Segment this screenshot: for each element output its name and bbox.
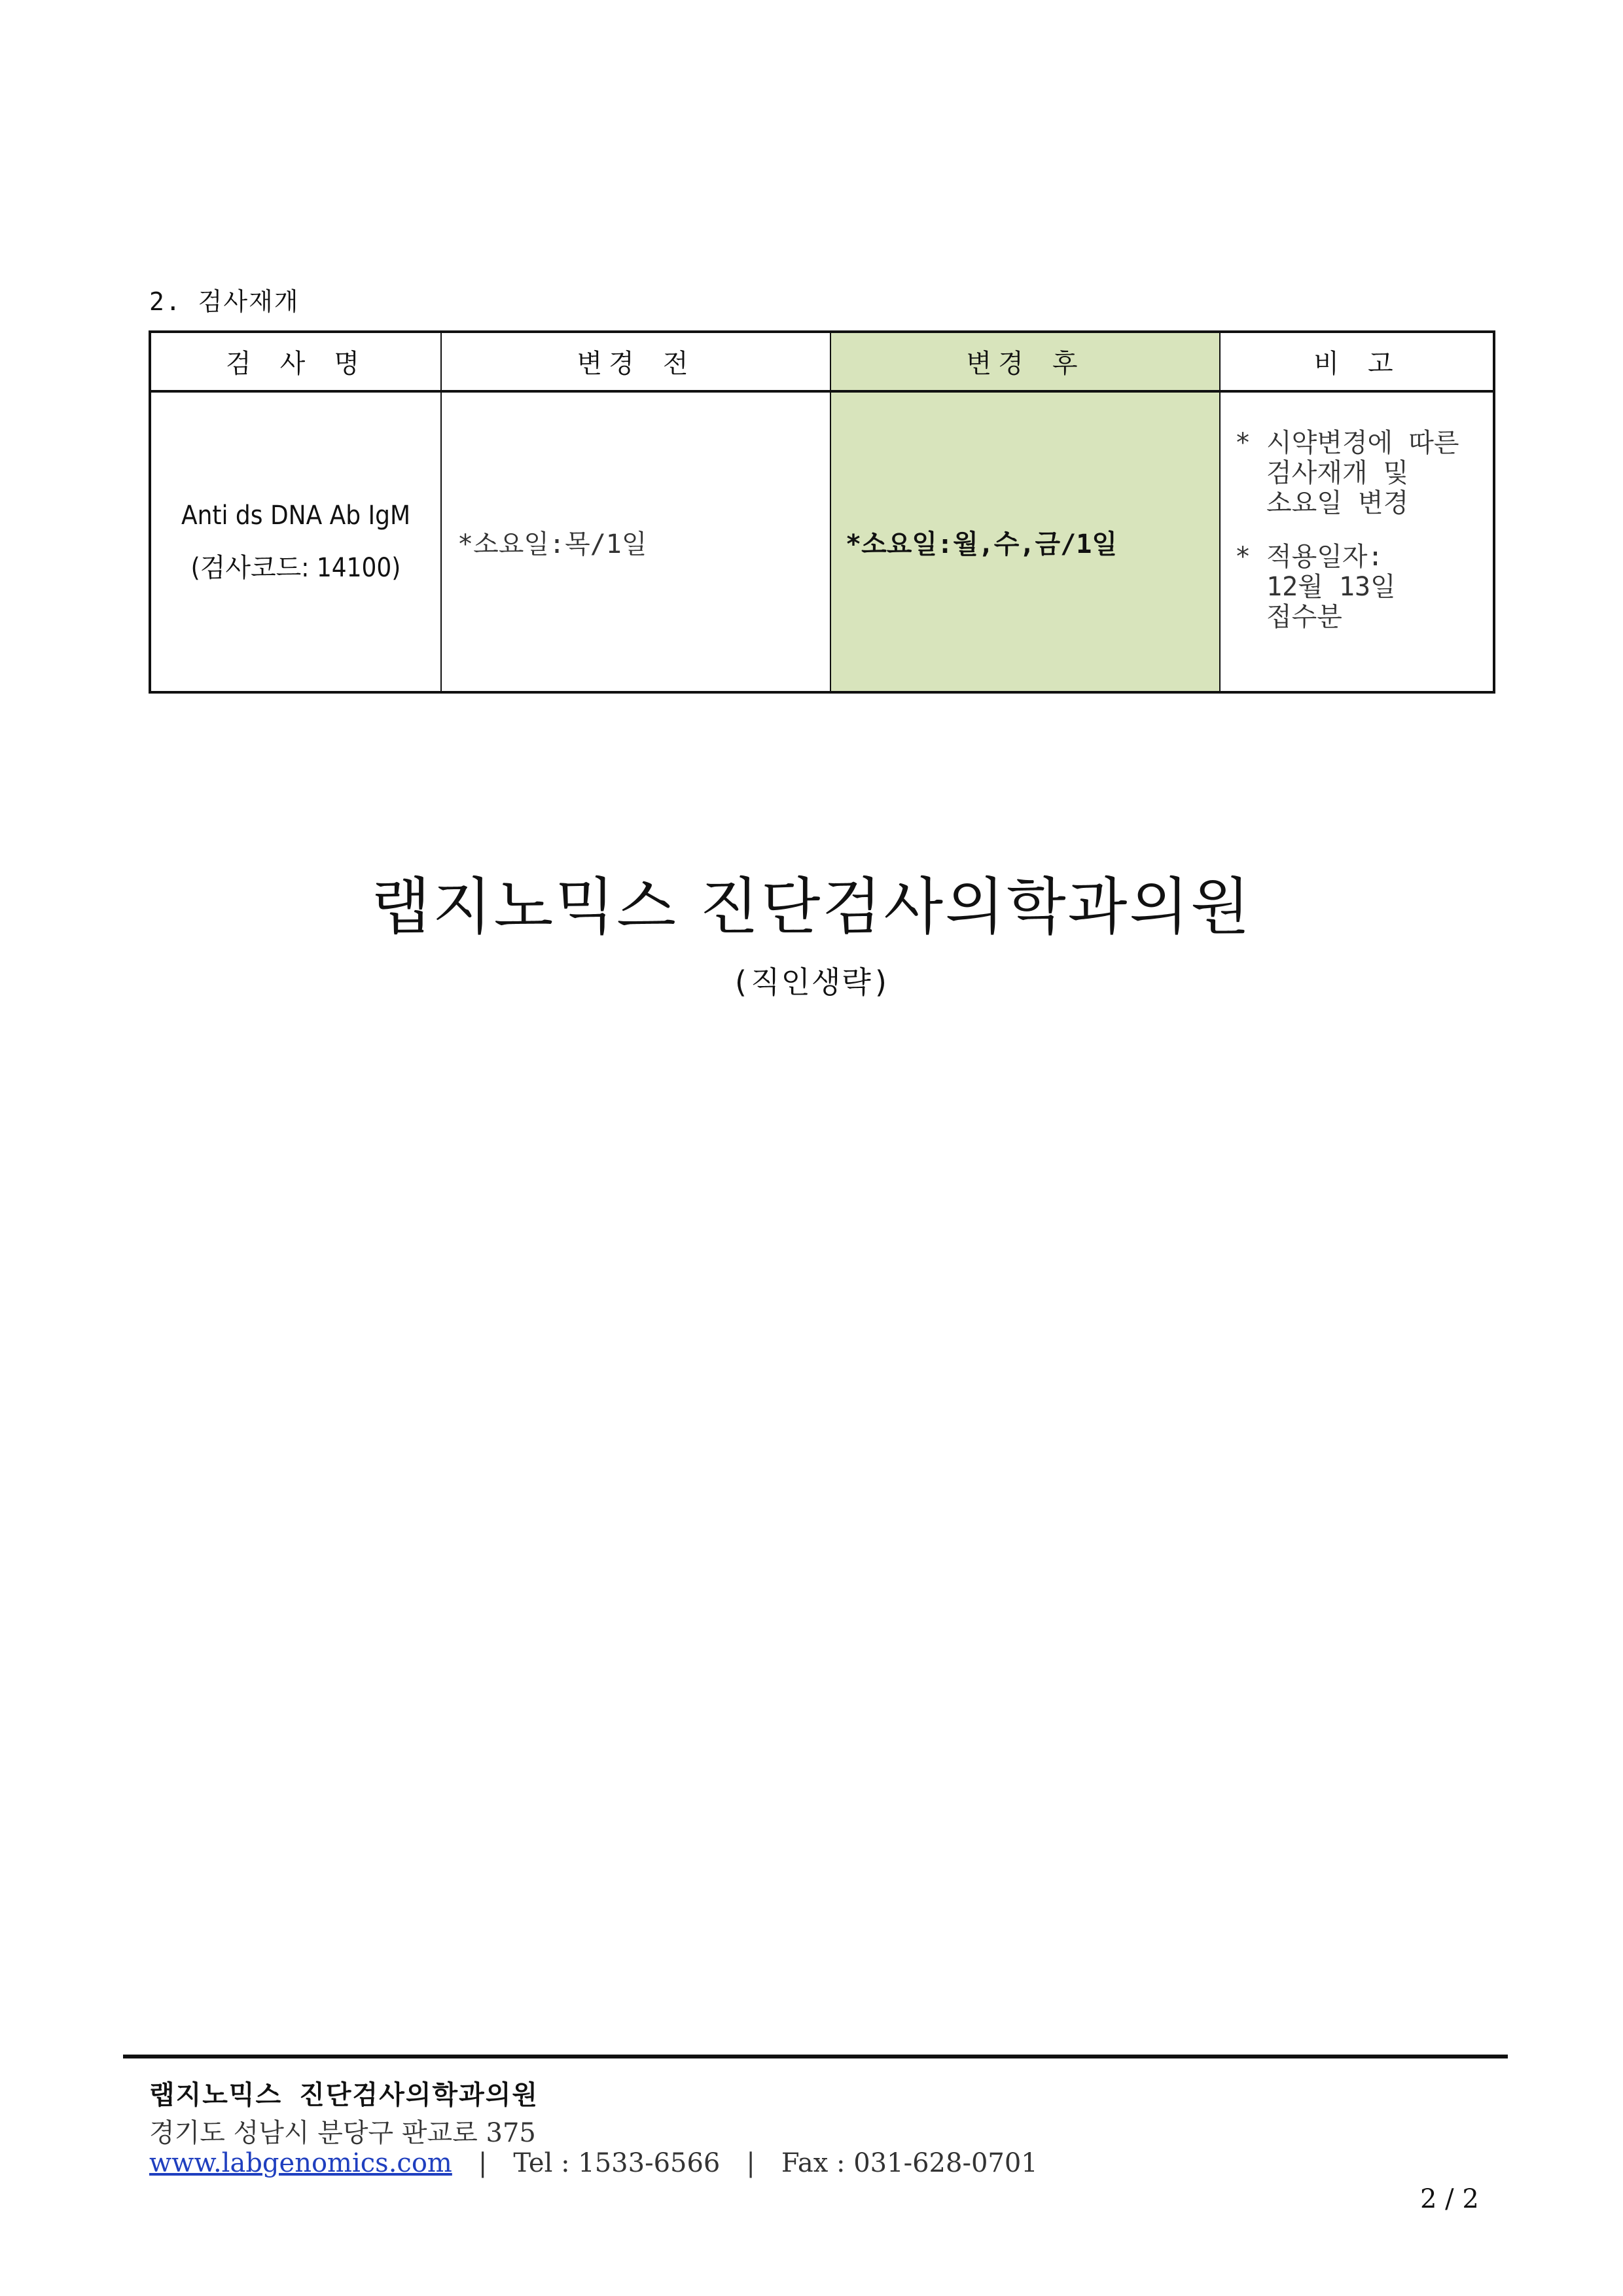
footer-tel: Tel : 1533-6566 [513, 2148, 721, 2178]
after-cell: *소요일:월,수,금/1일 [830, 391, 1220, 692]
note-line: 소요일 변경 [1266, 488, 1409, 518]
website-link[interactable]: www.labgenomics.com [149, 2148, 452, 2178]
seal-omitted-note: (직인생략) [731, 964, 892, 1000]
header-test-name: 검 사 명 [150, 332, 441, 391]
test-change-table [149, 330, 1495, 694]
page-number: 2 / 2 [1420, 2184, 1479, 2214]
header-before: 변경 전 [441, 332, 830, 391]
organization-name: 랩지노믹스 진단검사의학과의원 [370, 872, 1253, 943]
footer-fax: Fax : 031-628-0701 [781, 2148, 1038, 2178]
note-line: 시약변경에 따른 [1266, 428, 1459, 458]
note-line: 접수분 [1266, 602, 1342, 632]
test-name: Anti ds DNA Ab IgM [181, 501, 411, 531]
footer-divider [123, 2055, 1508, 2058]
separator: | [478, 2148, 488, 2178]
note-line: 검사재개 및 [1266, 458, 1409, 488]
test-code: (검사코드: 14100) [190, 553, 401, 583]
asterisk-mark: * [1235, 542, 1251, 572]
note-item-date [1235, 542, 1481, 632]
separator: | [746, 2148, 755, 2178]
test-name-cell [150, 391, 441, 692]
note-cell [1220, 391, 1494, 692]
asterisk-mark: * [1235, 428, 1251, 458]
note-item-reason [1235, 428, 1481, 518]
before-cell: *소요일:목/1일 [441, 391, 830, 692]
note-line: 12월 13일 [1266, 572, 1396, 602]
table-row [150, 391, 1494, 692]
footer-address: 경기도 성남시 분당구 판교로 375 [149, 2118, 536, 2148]
footer-contact [149, 2148, 1038, 2178]
header-note: 비 고 [1220, 332, 1494, 391]
section-title: 2. 검사재개 [149, 287, 300, 316]
note-line: 적용일자: [1266, 542, 1383, 572]
footer-org-name: 랩지노믹스 진단검사의학과의원 [149, 2080, 539, 2110]
table-header-row [150, 332, 1494, 391]
header-after: 변경 후 [830, 332, 1220, 391]
